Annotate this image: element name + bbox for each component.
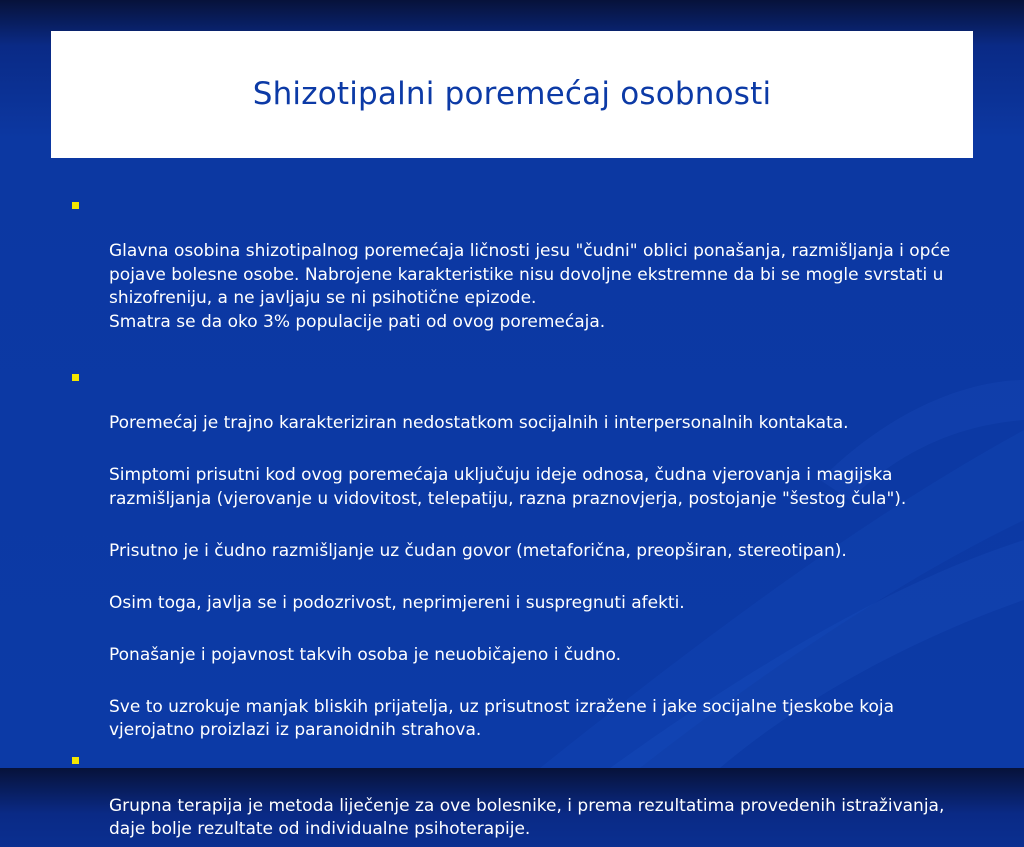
text-paragraph — [70, 441, 980, 512]
paragraph-text: Prisutno je i čudno razmišljanje uz čudan govor (metaforična, preopširan, stereotipan). — [109, 540, 847, 561]
title-box — [51, 31, 973, 158]
paragraph-text: Poremećaj je trajno karakteriziran nedostatkom socijalnih i interpersonalnih kontakata. — [109, 413, 849, 433]
bullet-paragraph — [70, 193, 980, 334]
bullet-paragraph — [70, 748, 980, 842]
paragraph-text: Osim toga, javlja se i podozrivost, neprimjereni i suspregnuti afekti. — [109, 592, 685, 613]
text-paragraph — [70, 620, 980, 667]
slide-title: Shizotipalni poremećaj osobnosti — [252, 75, 772, 112]
text-paragraph — [70, 568, 980, 615]
paragraph-text: Simptomi prisutni kod ovog poremećaja uključuju ideje odnosa, čudna vjerovanja i magijska razmišljanja (vjerovanje u vidovitost, telepatiju, razna praznovjerja, postojanje "šestog čula"). — [109, 465, 907, 509]
paragraph-text: Glavna osobina shizotipalnog poremećaja ličnosti jesu "čudni" oblici ponašanja, razmišljanja i opće pojave bolesne osobe. Nabrojene karakteristike nisu dovoljne ekstremne da bi se mogle svrstati u shizofreniju, a ne javljaju se ni psihotične epizode. Smatra se da oko 3% populacije pati od ovog poremećaja. — [109, 241, 951, 332]
paragraph-text: Sve to uzrokuje manjak bliskih prijatelja, uz prisutnost izražene i jake socijalne tjeskobe koja vjerojatno proizlazi iz paranoidnih strahova. — [109, 696, 895, 740]
paragraph-text: Grupna terapija je metoda liječenje za ove bolesnike, i prema rezultatima provedenih istraživanja, daje bolje rezultate od individualne psihoterapije. — [109, 795, 945, 839]
text-paragraph — [70, 672, 980, 743]
bullet-square-icon — [72, 202, 79, 209]
paragraph-text: Ponašanje i pojavnost takvih osoba je neuobičajeno i čudno. — [109, 644, 622, 665]
bullet-square-icon — [72, 374, 79, 381]
bullet-square-icon — [72, 757, 79, 764]
bullet-paragraph — [70, 365, 980, 436]
text-paragraph — [70, 516, 980, 563]
slide-content — [70, 193, 980, 847]
